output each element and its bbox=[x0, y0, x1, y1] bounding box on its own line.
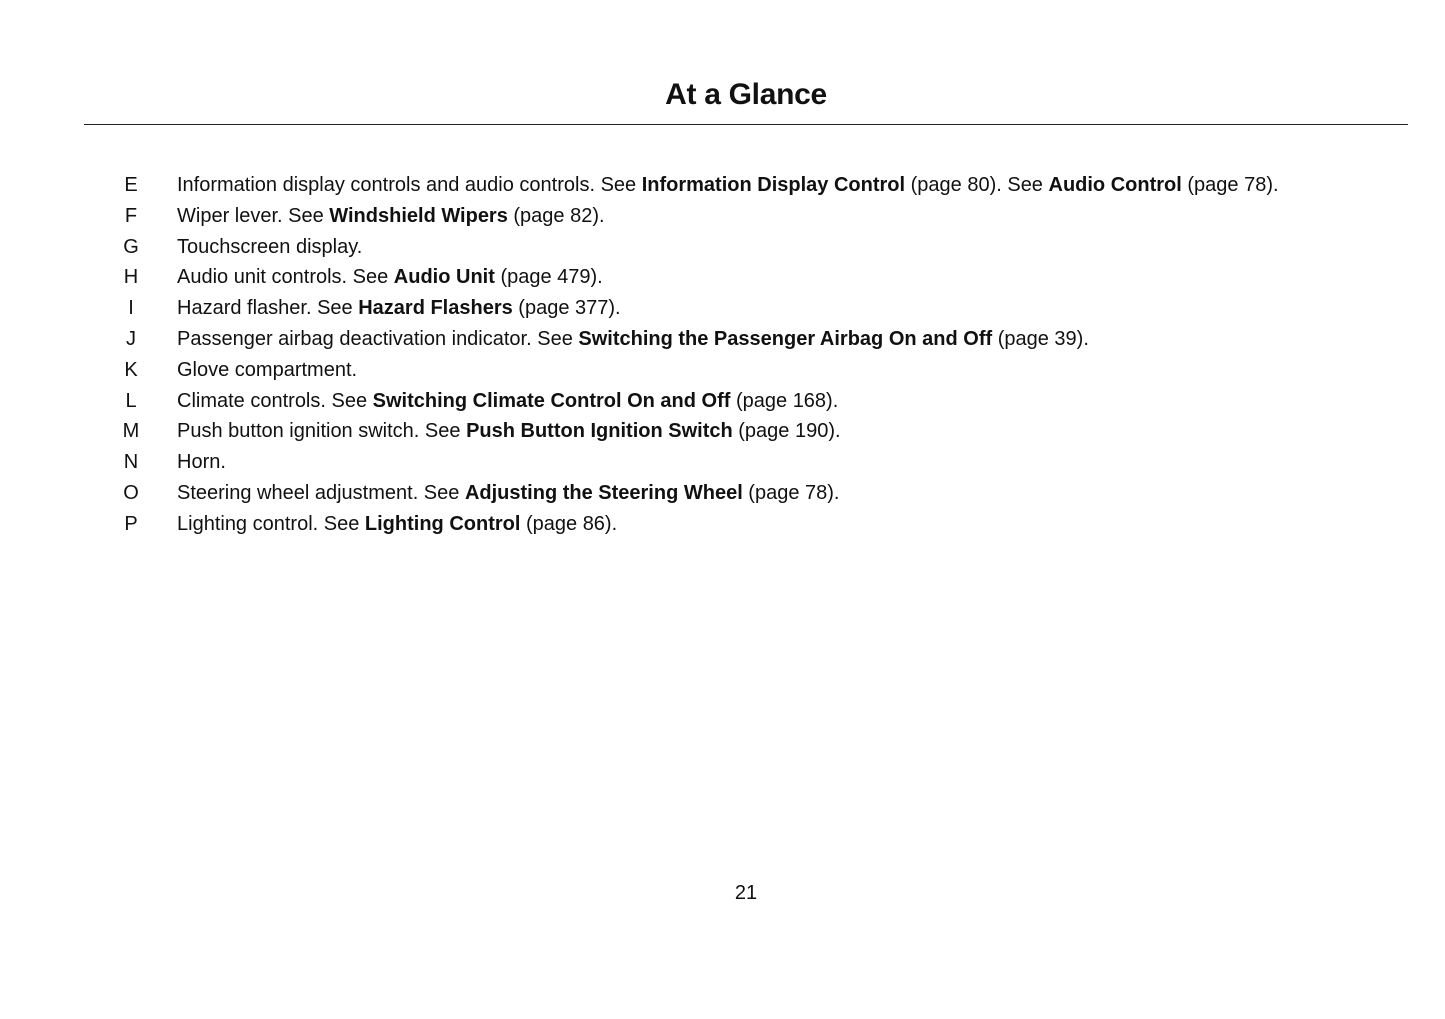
description-text: Horn. bbox=[177, 451, 226, 474]
page-reference: (page 86). bbox=[520, 512, 618, 535]
page-reference: (page 168). bbox=[730, 389, 839, 412]
description-text: Glove compartment. bbox=[177, 358, 358, 381]
legend-item bbox=[0, 170, 1445, 201]
page-reference: (page 78). bbox=[1181, 174, 1279, 196]
description-text: Wiper lever. See bbox=[177, 204, 330, 227]
legend-letter: K bbox=[124, 358, 138, 381]
legend-description bbox=[177, 355, 357, 386]
legend-letter: F bbox=[124, 204, 138, 227]
legend-description bbox=[177, 262, 603, 293]
cross-reference-link[interactable]: Lighting Control bbox=[364, 512, 521, 535]
cross-reference-link[interactable]: Switching the Passenger Airbag On and Off bbox=[578, 327, 993, 350]
legend-item bbox=[0, 232, 1445, 263]
component-legend-list bbox=[0, 170, 1445, 540]
cross-reference-link[interactable]: Push Button Ignition Switch bbox=[466, 420, 733, 443]
legend-description bbox=[177, 478, 839, 509]
description-text: Passenger airbag deactivation indicator. See bbox=[177, 327, 579, 350]
legend-letter: P bbox=[124, 512, 138, 535]
page-title: At a Glance bbox=[665, 78, 827, 111]
cross-reference-link[interactable]: Hazard Flashers bbox=[358, 297, 513, 320]
page-number: 21 bbox=[734, 882, 758, 904]
legend-letter: J bbox=[126, 327, 136, 350]
legend-item bbox=[0, 509, 1445, 540]
page-reference: (page 80). See bbox=[905, 174, 1049, 196]
page-reference: (page 39). bbox=[992, 327, 1089, 350]
cross-reference-link[interactable]: Switching Climate Control On and Off bbox=[372, 389, 731, 412]
cross-reference-link[interactable]: Information Display Control bbox=[641, 174, 906, 196]
description-text: Lighting control. See bbox=[177, 512, 365, 535]
page-reference: (page 479). bbox=[494, 266, 603, 289]
legend-description bbox=[177, 324, 1089, 355]
legend-letter: O bbox=[123, 481, 139, 504]
description-text: Information display controls and audio controls. See bbox=[177, 174, 642, 196]
legend-item bbox=[0, 386, 1445, 417]
page-reference: (page 82). bbox=[507, 204, 605, 227]
legend-item bbox=[0, 416, 1445, 447]
legend-description bbox=[177, 170, 1279, 201]
cross-reference-link[interactable]: Windshield Wipers bbox=[329, 204, 508, 227]
legend-item bbox=[0, 355, 1445, 386]
page-reference: (page 190). bbox=[732, 420, 841, 443]
description-text: Climate controls. See bbox=[177, 389, 373, 412]
legend-description bbox=[177, 416, 841, 447]
description-text: Push button ignition switch. See bbox=[177, 420, 467, 443]
description-text: Steering wheel adjustment. See bbox=[177, 481, 465, 504]
legend-item bbox=[0, 262, 1445, 293]
legend-letter: I bbox=[128, 297, 134, 320]
legend-description bbox=[177, 201, 605, 232]
cross-reference-link[interactable]: Adjusting the Steering Wheel bbox=[464, 481, 743, 504]
description-text: Audio unit controls. See bbox=[177, 266, 394, 289]
description-text: Touchscreen display. bbox=[177, 235, 363, 258]
legend-item bbox=[0, 293, 1445, 324]
legend-letter: M bbox=[122, 420, 140, 443]
cross-reference-link[interactable]: Audio Unit bbox=[393, 266, 495, 289]
legend-letter: E bbox=[124, 174, 138, 196]
page-reference: (page 377). bbox=[512, 297, 621, 320]
legend-letter: H bbox=[123, 266, 139, 289]
legend-letter: N bbox=[123, 451, 139, 474]
legend-item bbox=[0, 447, 1445, 478]
legend-letter: L bbox=[125, 389, 137, 412]
legend-description bbox=[177, 232, 362, 263]
legend-description bbox=[177, 509, 617, 540]
legend-item bbox=[0, 478, 1445, 509]
title-divider bbox=[84, 124, 1408, 125]
legend-letter: G bbox=[123, 235, 139, 258]
cross-reference-link[interactable]: Audio Control bbox=[1048, 174, 1182, 196]
page-reference: (page 78). bbox=[742, 481, 840, 504]
legend-description bbox=[177, 293, 621, 324]
legend-item bbox=[0, 324, 1445, 355]
legend-description bbox=[177, 447, 226, 478]
legend-description bbox=[177, 386, 838, 417]
description-text: Hazard flasher. See bbox=[177, 297, 359, 320]
legend-item bbox=[0, 201, 1445, 232]
